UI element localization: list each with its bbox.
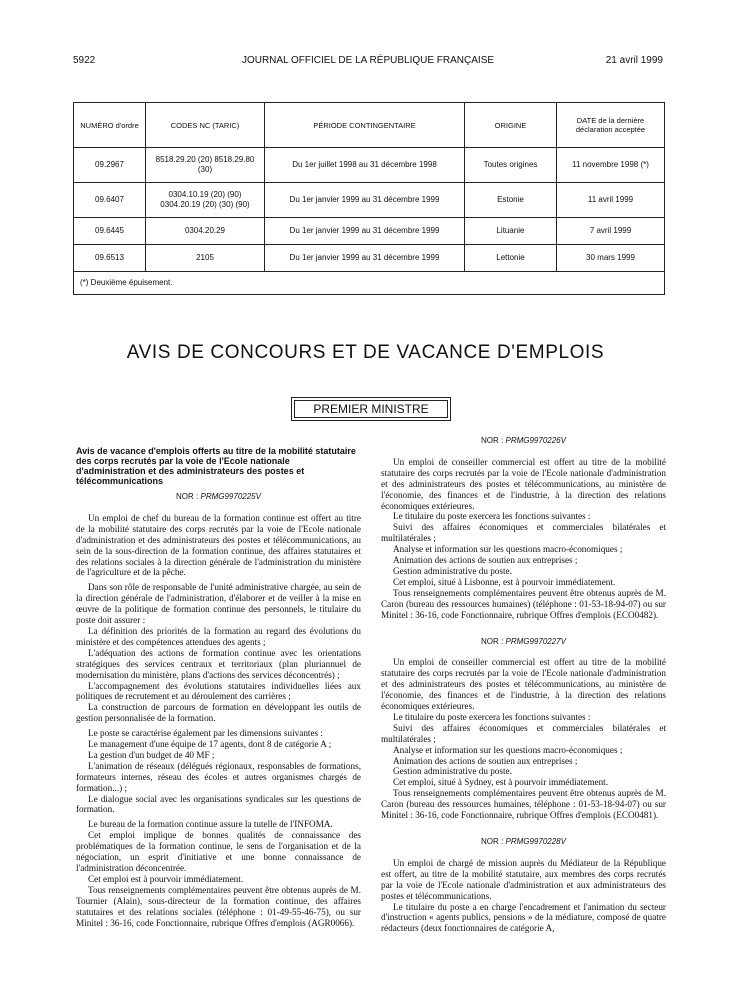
- section-box: [291, 397, 451, 421]
- nor-label: NOR :: [481, 436, 504, 445]
- table-cell: 09.6407: [74, 183, 146, 218]
- paragraph: Le titulaire du poste exercera les fonctions suivantes :: [393, 511, 591, 522]
- paragraph: Un emploi de conseiller commercial est offert au titre de la mobilité statutaire des corps recrutés par la voie de l'Ecole nationale d'administration et des administrateurs des postes et télécommunications, au ministère de l'économie, des finances et de l'industrie, à la direction des relations économiques extérieures.: [381, 657, 666, 712]
- table-cell: Estonie: [465, 183, 557, 218]
- paragraph: Cet emploi est à pourvoir immédiatement.: [88, 873, 244, 884]
- journal-title: JOURNAL OFFICIEL DE LA RÉPUBLIQUE FRANÇAISE: [241, 55, 495, 66]
- table-row: [74, 218, 665, 245]
- nor-reference: [381, 436, 666, 447]
- nor-label: NOR :: [481, 636, 504, 646]
- table-footnote-row: [74, 272, 665, 295]
- table-cell: 0304.20.29: [146, 218, 265, 245]
- table-row: [74, 148, 665, 183]
- column-header: ORIGINE: [465, 103, 557, 148]
- paragraph: Analyse et information sur les questions macro-économiques ;: [393, 744, 623, 755]
- paragraph: Le management d'une équipe de 17 agents, dont 8 de catégorie A ;: [88, 739, 332, 750]
- paragraph: Suivi des affaires économiques et commerciales bilatérales et multilatérales ;: [381, 722, 666, 744]
- table-cell: 09.2967: [74, 148, 146, 183]
- table-cell: Lettonie: [465, 245, 557, 272]
- table-row: [74, 245, 665, 272]
- paragraph: Tous renseignements complémentaires peuvent être obtenus auprès de M. Caron (bureau des ressources humaines) (téléphone : 01-53-18-94-07) ou sur Minitel : 36-16, code Fonctionnaire, rubrique Offres d'emplois (ECO0482).: [381, 587, 666, 620]
- nor-reference: [381, 637, 666, 648]
- column-header: PÉRIODE CONTINGENTAIRE: [265, 103, 465, 148]
- notice-heading: Avis de vacance d'emplois offerts au titre de la mobilité statutaire des corps recrutés par la voie de l'Ecole nationale d'administration et des administrateurs des postes et télécommunications: [76, 446, 356, 486]
- page-number: 5922: [73, 55, 96, 66]
- issue-date: 21 avril 1999: [605, 55, 663, 66]
- paragraph: Le dialogue social avec les organisations syndicales sur les questions de formation.: [76, 793, 361, 815]
- nor-reference: [76, 492, 361, 503]
- paragraph: Un emploi de conseiller commercial est offert au titre de la mobilité statutaire des corps recrutés par la voie de l'Ecole nationale d'administration et des administrateurs des postes et télécommunications, au ministère de l'économie, des finances et de l'industrie, à la direction des relations économiques extérieures.: [381, 456, 666, 511]
- nor-code: PRMG9970227V: [505, 636, 566, 646]
- column-header: NUMÉRO d'ordre: [74, 103, 146, 148]
- paragraph: Cet emploi, situé à Lisbonne, est à pourvoir immédiatement.: [393, 576, 616, 587]
- paragraph: Cet emploi, situé à Sydney, est à pourvoir immédiatement.: [393, 777, 609, 788]
- table-row: [74, 183, 665, 218]
- page-header: [73, 55, 663, 69]
- table-cell: 8518.29.20 (20) 8518.29.80 (30): [146, 148, 265, 183]
- table-cell: 11 avril 1999: [557, 183, 665, 218]
- column-header: DATE de la dernière déclaration acceptée: [557, 103, 665, 148]
- left-column: [76, 446, 361, 928]
- nor-code: PRMG9970225V: [200, 492, 261, 501]
- table-cell: 7 avril 1999: [557, 218, 665, 245]
- paragraph: Gestion administrative du poste.: [393, 766, 512, 777]
- paragraph: Le titulaire du poste a en charge l'encadrement et l'animation du secteur d'instruction « agents publics, pensions » de la médiature, composé de quatre rédacteurs (deux fonctionnaires de catégorie A,: [381, 901, 666, 934]
- paragraph: Tous renseignements complémentaires peuvent être obtenus auprès de M. Tournier (Alain), sous-directeur de la formation continue, des affaires statutaires et des relations sociales (téléphone : 01-49-55-46-75), ou sur Minitel : 36-16, code Fonctionnaire, rubrique Offres d'emplois (AGR0066).: [76, 884, 361, 928]
- paragraph: La construction de parcours de formation en développant les outils de gestion personnalisée de la formation.: [76, 702, 361, 724]
- paragraph: Dans son rôle de responsable de l'unité administrative chargée, au sein de la direction générale de l'administration, d'élaborer et de veiller à la mise en œuvre de la politique de formation continue des personnels, le titulaire du poste doit assurer :: [76, 582, 361, 626]
- paragraph: Le titulaire du poste exercera les fonctions suivantes :: [393, 711, 591, 722]
- paragraph: Un emploi de chef du bureau de la formation continue est offert au titre de la mobilité statutaire des corps recrutés par la voie de l'Ecole nationale d'administration et des administrateurs des postes et télécommunications, au sein de la sous-direction de la formation continue, des affaires statutaires et des relations sociales à la direction générale de l'administration du ministère de l'agriculture et de la pêche.: [76, 512, 361, 578]
- table-cell: Du 1er janvier 1999 au 31 décembre 1999: [265, 218, 465, 245]
- section-title: PREMIER MINISTRE: [294, 400, 448, 418]
- table-header-row: [74, 103, 665, 148]
- table-cell: Du 1er janvier 1999 au 31 décembre 1999: [265, 183, 465, 218]
- table-footnote: (*) Deuxième épuisement.: [74, 272, 665, 295]
- paragraph: Le poste se caractérise également par les dimensions suivantes :: [88, 728, 323, 739]
- table-cell: 11 novembre 1998 (*): [557, 148, 665, 183]
- nor-reference: [381, 837, 666, 848]
- quota-table: [73, 102, 665, 295]
- table-cell: 09.6513: [74, 245, 146, 272]
- table-cell: 0304.10.19 (20) (90) 0304.20.19 (20) (30) (90): [146, 183, 265, 218]
- paragraph: Tous renseignements complémentaires peuvent être obtenus auprès de M. Caron (bureau des ressources humaines, téléphone : 01-53-18-94-07) ou sur Minitel : 36-16, code Fonctionnaire, rubrique Offres d'emplois (ECO0481).: [381, 788, 666, 821]
- right-column: [381, 436, 666, 934]
- table-cell: Toutes origines: [465, 148, 557, 183]
- paragraph: Un emploi de chargé de mission auprès du Médiateur de la République est offert, au titre de la mobilité statutaire, aux membres des corps recrutés par la voie de l'Ecole nationale d'administration et aux administrateurs des postes et télécommunications.: [381, 857, 666, 901]
- paragraph: L'accompagnement des évolutions statutaires individuelles liées aux politiques de recrutement et au déroulement des carrières ;: [76, 680, 361, 702]
- paragraph: Analyse et information sur les questions macro-économiques ;: [393, 544, 623, 555]
- table-cell: 30 mars 1999: [557, 245, 665, 272]
- page-title: AVIS DE CONCOURS ET DE VACANCE D'EMPLOIS: [126, 342, 605, 363]
- table-cell: Lituanie: [465, 218, 557, 245]
- paragraph: La gestion d'un budget de 40 MF ;: [88, 749, 215, 760]
- table-cell: 09.6445: [74, 218, 146, 245]
- paragraph: Cet emploi implique de bonnes qualités de connaissance des problématiques de la formation continue, le sens de l'organisation et de la négociation, un esprit d'initiative et une bonne connaissance de l'administration déconcentrée.: [76, 830, 361, 873]
- paragraph: Animation des actions de soutien aux entreprises ;: [393, 555, 578, 566]
- paragraph: L'animation de réseaux (délégués régionaux, responsables de formations, formateurs internes, réseau des écoles et autres organismes chargés de formation...) ;: [76, 760, 361, 793]
- table-cell: Du 1er janvier 1999 au 31 décembre 1999: [265, 245, 465, 272]
- paragraph: Le bureau de la formation continue assure la tutelle de l'INFOMA.: [88, 819, 333, 830]
- nor-code: PRMG9970228V: [505, 837, 566, 846]
- paragraph: L'adéquation des actions de formation continue avec les orientations stratégiques des services centraux et territoriaux (plan pluriannuel de modernisation du ministère, plans d'actions des services déconcentrés) ;: [76, 647, 361, 680]
- table-cell: Du 1er juillet 1998 au 31 décembre 1998: [265, 148, 465, 183]
- table-cell: 2105: [146, 245, 265, 272]
- paragraph: La définition des priorités de la formation au regard des évolutions du ministère et des compétences attendues des agents ;: [76, 625, 361, 647]
- nor-code: PRMG9970226V: [505, 436, 566, 445]
- paragraph: Suivi des affaires économiques et commerciales bilatérales et multilatérales ;: [381, 522, 666, 544]
- column-header: CODES NC (TARIC): [146, 103, 265, 148]
- nor-label: NOR :: [176, 492, 199, 501]
- nor-label: NOR :: [481, 837, 504, 846]
- paragraph: Gestion administrative du poste.: [393, 565, 512, 576]
- paragraph: Animation des actions de soutien aux entreprises ;: [393, 755, 578, 766]
